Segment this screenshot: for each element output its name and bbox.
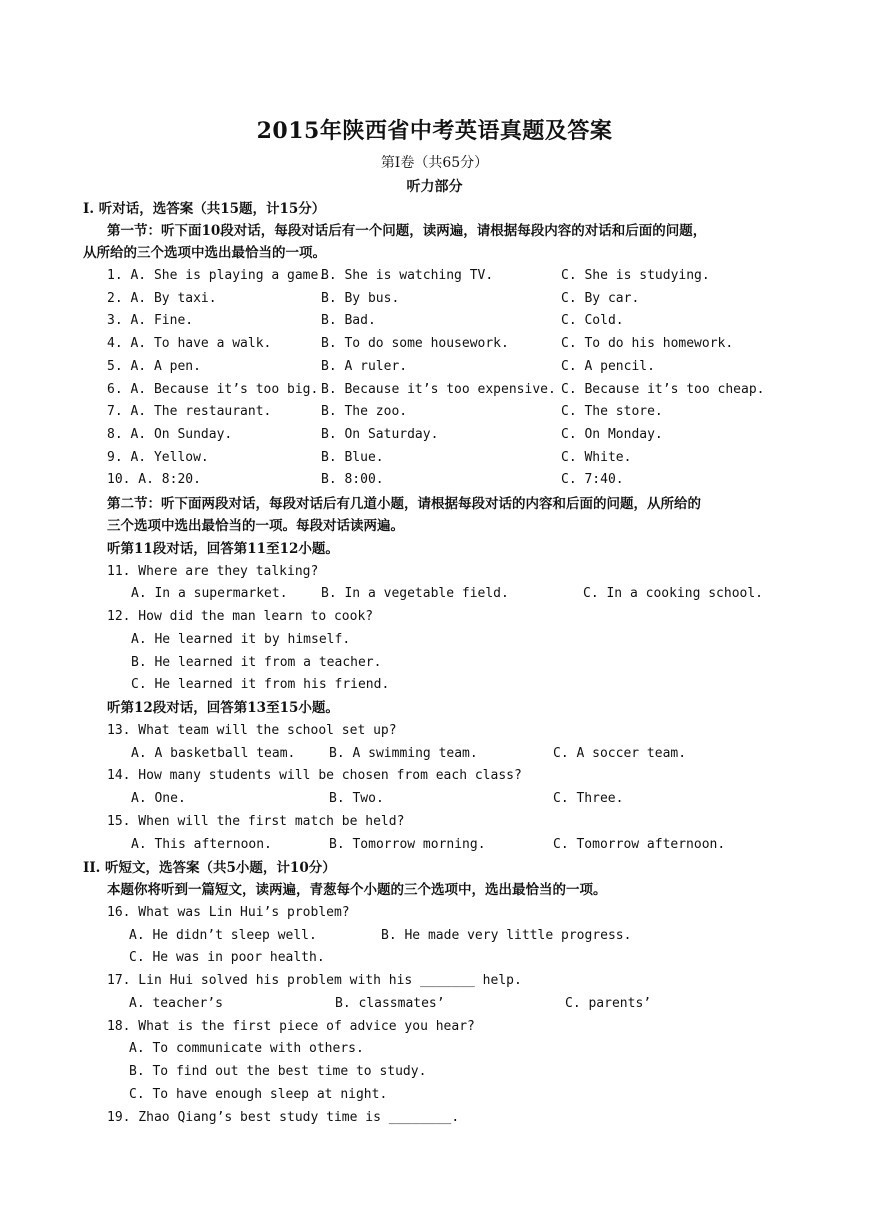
- q5-option-c: C. A pencil.: [561, 359, 655, 374]
- q13-option-a: A. A basketball team.: [131, 746, 296, 761]
- section1-instruction-line2: 从所给的三个选项中选出最恰当的一项。: [83, 245, 326, 261]
- q11-question: 11. Where are they talking?: [107, 564, 319, 579]
- dialog-12-instruction: 听第12段对话，回答第13至15小题。: [107, 700, 339, 716]
- q17-option-b: B. classmates’: [335, 996, 445, 1011]
- q7-option-a: 7. A. The restaurant.: [107, 404, 272, 419]
- q13-question: 13. What team will the school set up?: [107, 723, 397, 738]
- q13-option-c: C. A soccer team.: [553, 746, 687, 761]
- q14-question: 14. How many students will be chosen from each class?: [107, 768, 522, 783]
- q3-option-c: C. Cold.: [561, 313, 624, 328]
- q13-option-b: B. A swimming team.: [329, 746, 478, 761]
- section1-instruction-line1: 第一节：听下面10段对话，每段对话后有一个问题，读两遍，请根据每段内容的对话和后面的问题，: [107, 223, 707, 239]
- q3-option-a: 3. A. Fine.: [107, 313, 194, 328]
- q9-option-c: C. White.: [561, 450, 632, 465]
- q16-option-b: B. He made very little progress.: [381, 928, 632, 943]
- section1-part2-instruction-line1: 第二节：听下面两段对话，每段对话后有几道小题，请根据每段对话的内容和后面的问题，从所给的: [107, 496, 701, 512]
- part-heading: 听力部分: [406, 179, 463, 195]
- q16-option-a: A. He didn’t sleep well.: [129, 928, 317, 943]
- q17-option-c: C. parents’: [565, 996, 652, 1011]
- paper-subtitle: 第Ⅰ卷（共65分）: [380, 155, 489, 171]
- q10-option-b: B. 8:00.: [321, 472, 384, 487]
- q6-option-c: C. Because it’s too cheap.: [561, 382, 765, 397]
- q6-option-b: B. Because it’s too expensive.: [321, 382, 556, 397]
- q12-option-b: B. He learned it from a teacher.: [131, 655, 382, 670]
- q14-option-b: B. Two.: [329, 791, 384, 806]
- q15-question: 15. When will the first match be held?: [107, 814, 405, 829]
- q2-option-b: B. By bus.: [321, 291, 400, 306]
- q2-option-c: C. By car.: [561, 291, 640, 306]
- q8-option-b: B. On Saturday.: [321, 427, 439, 442]
- q14-option-c: C. Three.: [553, 791, 624, 806]
- q9-option-b: B. Blue.: [321, 450, 384, 465]
- q16-question: 16. What was Lin Hui’s problem?: [107, 905, 350, 920]
- q11-option-c: C. In a cooking school.: [583, 586, 764, 601]
- q17-question: 17. Lin Hui solved his problem with his _______ help.: [107, 973, 522, 988]
- section2-heading: II. 听短文，选答案（共5小题，计10分）: [83, 860, 336, 876]
- section1-heading: I. 听对话，选答案（共15题，计15分）: [83, 201, 326, 217]
- q12-question: 12. How did the man learn to cook?: [107, 609, 374, 624]
- q7-option-b: B. The zoo.: [321, 404, 408, 419]
- q6-option-a: 6. A. Because it’s too big.: [107, 382, 319, 397]
- q18-option-b: B. To find out the best time to study.: [129, 1064, 427, 1079]
- q2-option-a: 2. A. By taxi.: [107, 291, 217, 306]
- q18-option-c: C. To have enough sleep at night.: [129, 1087, 388, 1102]
- page-title: 2015年陕西省中考英语真题及答案: [256, 118, 613, 144]
- q5-option-a: 5. A. A pen.: [107, 359, 201, 374]
- q16-option-c: C. He was in poor health.: [129, 950, 325, 965]
- q15-option-b: B. Tomorrow morning.: [329, 837, 486, 852]
- q17-option-a: A. teacher’s: [129, 996, 223, 1011]
- q15-option-a: A. This afternoon.: [131, 837, 272, 852]
- q1-option-c: C. She is studying.: [561, 268, 710, 283]
- q8-option-a: 8. A. On Sunday.: [107, 427, 233, 442]
- q14-option-a: A. One.: [131, 791, 186, 806]
- q4-option-c: C. To do his homework.: [561, 336, 734, 351]
- q1-option-b: B. She is watching TV.: [321, 268, 494, 283]
- q4-option-b: B. To do some housework.: [321, 336, 509, 351]
- q12-option-a: A. He learned it by himself.: [131, 632, 351, 647]
- q9-option-a: 9. A. Yellow.: [107, 450, 209, 465]
- q11-option-b: B. In a vegetable field.: [321, 586, 509, 601]
- q7-option-c: C. The store.: [561, 404, 663, 419]
- q18-option-a: A. To communicate with others.: [129, 1041, 364, 1056]
- q3-option-b: B. Bad.: [321, 313, 376, 328]
- q12-option-c: C. He learned it from his friend.: [131, 677, 390, 692]
- q15-option-c: C. Tomorrow afternoon.: [553, 837, 726, 852]
- q19-question: 19. Zhao Qiang’s best study time is ________.: [107, 1110, 460, 1125]
- q5-option-b: B. A ruler.: [321, 359, 408, 374]
- section1-part2-instruction-line2: 三个选项中选出最恰当的一项。每段对话读两遍。: [107, 518, 404, 534]
- q18-question: 18. What is the first piece of advice you hear?: [107, 1019, 475, 1034]
- q11-option-a: A. In a supermarket.: [131, 586, 288, 601]
- section2-instruction: 本题你将听到一篇短文，读两遍，青葱每个小题的三个选项中，选出最恰当的一项。: [107, 882, 607, 898]
- q10-option-c: C. 7:40.: [561, 472, 624, 487]
- q1-option-a: 1. A. She is playing a game.: [107, 268, 327, 283]
- q4-option-a: 4. A. To have a walk.: [107, 336, 272, 351]
- q10-option-a: 10. A. 8:20.: [107, 472, 201, 487]
- q8-option-c: C. On Monday.: [561, 427, 663, 442]
- dialog-11-instruction: 听第11段对话，回答第11至12小题。: [107, 541, 339, 557]
